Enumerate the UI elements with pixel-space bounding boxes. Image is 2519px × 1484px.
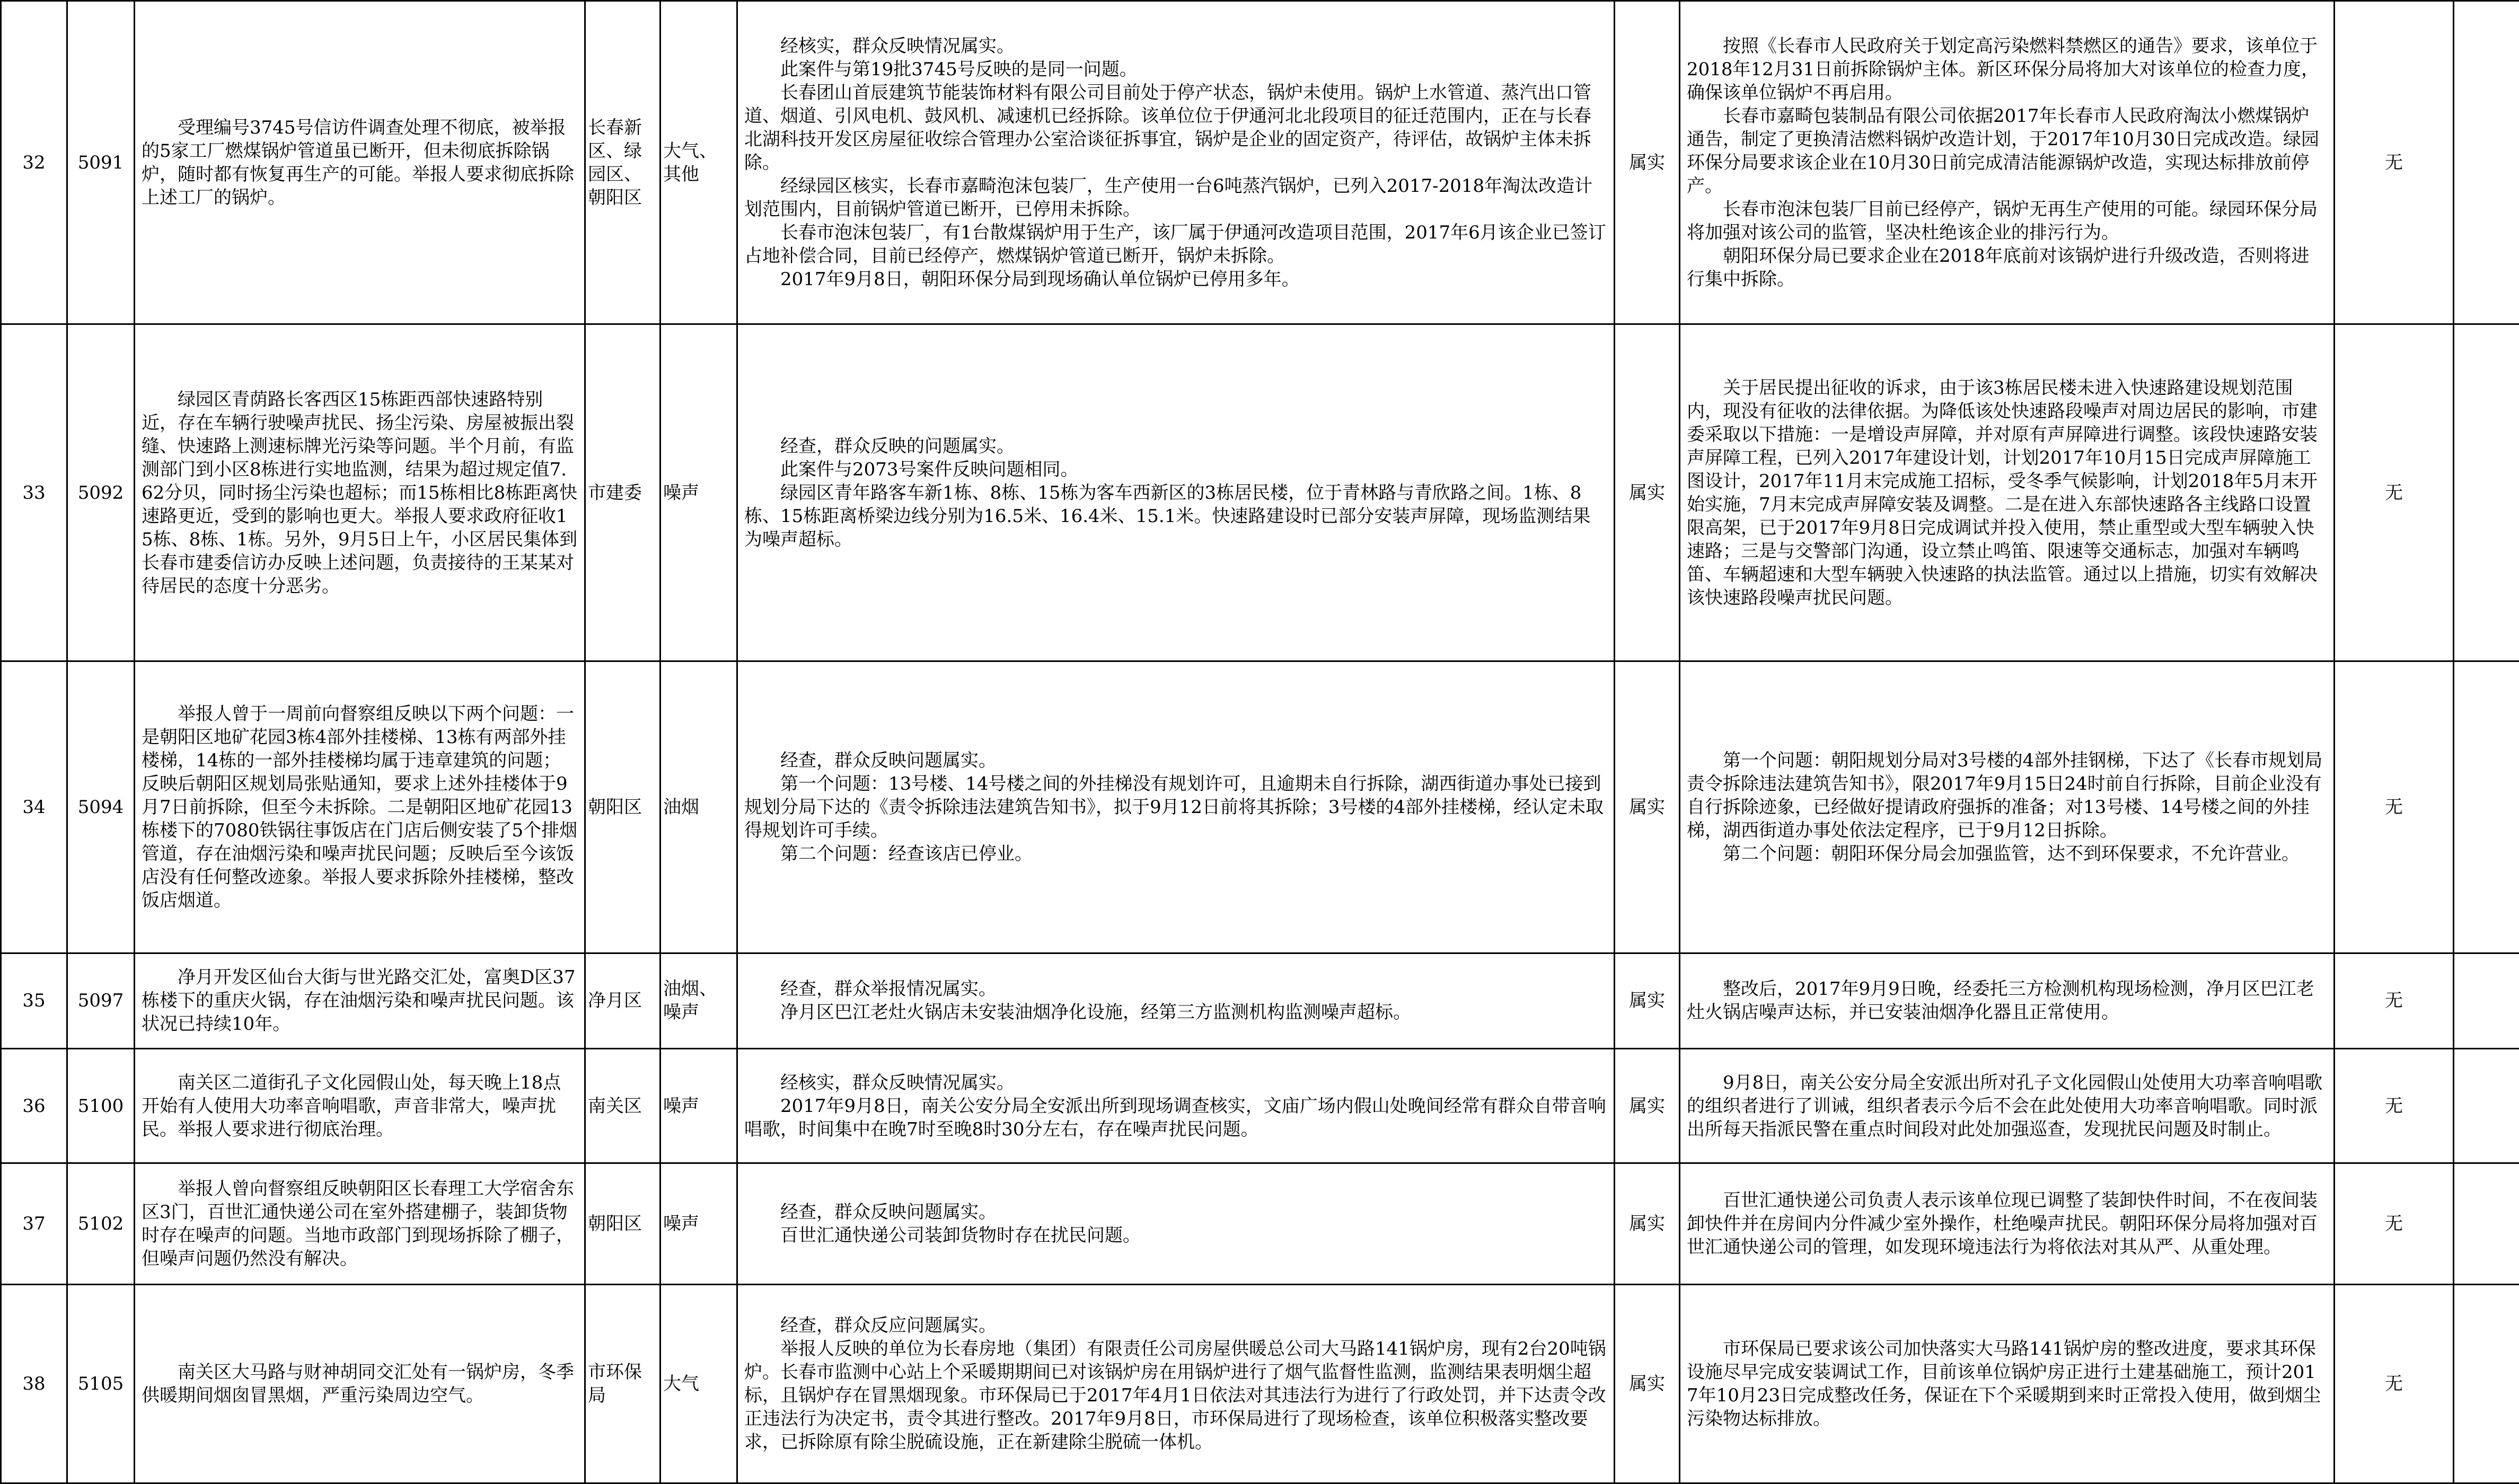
- district-cell: 长春新区、绿园区、朝阳区: [585, 1, 660, 324]
- findings-cell-paragraph: 第二个问题：经查该店已停业。: [780, 843, 1033, 865]
- blank-cell: [2454, 953, 2519, 1048]
- findings-cell-paragraph: 经查，群众反映问题属实。: [780, 750, 997, 772]
- table-row: [1, 1, 2519, 324]
- row-number-cell: 36: [1, 1049, 67, 1163]
- findings-cell-paragraph: 经查，群众反映的问题属实。: [780, 435, 1015, 457]
- table-row: [1, 1284, 2519, 1483]
- pollution-type-cell: 油烟、噪声: [660, 953, 737, 1048]
- case-code-cell: 5105: [67, 1284, 135, 1483]
- complaint-cell-paragraph: 南关区大马路与财神胡同交汇处有一锅炉房，冬季供暖期间烟囱冒黑烟，严重污染周边空气。: [142, 1361, 574, 1406]
- findings-cell: [737, 1049, 1615, 1163]
- table-row: [1, 1049, 2519, 1163]
- actions-cell: [1680, 1163, 2335, 1284]
- actions-cell-paragraph: 第二个问题：朝阳环保分局会加强监管，达不到环保要求，不允许营业。: [1723, 843, 2300, 865]
- verdict-cell: 属实: [1615, 953, 1680, 1048]
- accountability-cell: 无: [2335, 953, 2454, 1048]
- district-cell: 朝阳区: [585, 661, 660, 953]
- case-code-cell: 5092: [67, 324, 135, 661]
- district-cell: 市环保局: [585, 1284, 660, 1483]
- verdict-cell: 属实: [1615, 1049, 1680, 1163]
- table-row: [1, 953, 2519, 1048]
- pollution-type-cell: 噪声: [660, 324, 737, 661]
- findings-cell-paragraph: 长春市泡沫包装厂，有1台散煤锅炉用于生产，该厂属于伊通河改造项目范围，2017年6月该企业已签订占地补偿合同，目前已经停产，燃煤锅炉管道已断开，锅炉未拆除。: [744, 222, 1606, 267]
- findings-cell-paragraph: 此案件与2073号案件反映问题相同。: [780, 458, 1079, 480]
- actions-cell: [1680, 661, 2335, 953]
- actions-cell-paragraph: 百世汇通快递公司负责人表示该单位现已调整了装卸快件时间，不在夜间装卸快件并在房间内分件减少室外操作，杜绝噪声扰民。朝阳环保分局将加强对百世汇通快递公司的管理，如发现环境违法行为将依法对其从严、从重处理。: [1687, 1189, 2318, 1258]
- district-cell: 净月区: [585, 953, 660, 1048]
- complaint-cell: [135, 953, 585, 1048]
- row-number-cell: 32: [1, 1, 67, 324]
- actions-cell: [1680, 953, 2335, 1048]
- blank-cell: [2454, 661, 2519, 953]
- accountability-cell: 无: [2335, 661, 2454, 953]
- actions-cell-paragraph: 朝阳环保分局已要求企业在2018年底前对该锅炉进行升级改造，否则将进行集中拆除。: [1687, 245, 2310, 290]
- table-row: [1, 1163, 2519, 1284]
- findings-cell: [737, 324, 1615, 661]
- pollution-type-cell: 油烟: [660, 661, 737, 953]
- case-code-cell: 5102: [67, 1163, 135, 1284]
- actions-cell: [1680, 1284, 2335, 1483]
- findings-cell-paragraph: 经核实，群众反映情况属实。: [780, 35, 1015, 57]
- complaint-cell: [135, 324, 585, 661]
- findings-cell-paragraph: 2017年9月8日，朝阳环保分局到现场确认单位锅炉已停用多年。: [780, 268, 1300, 290]
- actions-cell-paragraph: 长春市嘉畸包装制品有限公司依据2017年长春市人民政府淘汰小燃煤锅炉通告，制定了更换清洁燃料锅炉改造计划，于2017年10月30日完成改造。绿园环保分局要求该企业在10月30日前完成清洁能源锅炉改造，实现达标排放前停产。: [1687, 105, 2320, 197]
- findings-cell-paragraph: 长春团山首辰建筑节能装饰材料有限公司目前处于停产状态，锅炉未使用。锅炉上水管道、蒸汽出口管道、烟道、引风电机、鼓风机、减速机已经拆除。该单位位于伊通河北北段项目的征迁范围内，正在与长春北湖科技开发区房屋征收综合管理办公室洽谈征拆事宜，锅炉是企业的固定资产，待评估，故锅炉主体未拆除。: [744, 82, 1591, 173]
- complaint-cell-paragraph: 净月开发区仙台大街与世光路交汇处，富奥D区37栋楼下的重庆火锅，存在油烟污染和噪声扰民问题。该状况已持续10年。: [142, 967, 576, 1035]
- row-number-cell: 35: [1, 953, 67, 1048]
- district-cell: 朝阳区: [585, 1163, 660, 1284]
- actions-cell: [1680, 1, 2335, 324]
- actions-cell-paragraph: 第一个问题：朝阳规划分局对3号楼的4部外挂钢梯，下达了《长春市规划局责令拆除违法建筑告知书》，限2017年9月15日24时前自行拆除，目前企业没有自行拆除迹象，已经做好提请政府强拆的准备；对13号楼、14号楼之间的外挂梯，湖西街道办事处依法定程序，已于9月12日拆除。: [1687, 750, 2323, 842]
- findings-cell-paragraph: 百世汇通快递公司装卸货物时存在扰民问题。: [780, 1224, 1141, 1246]
- table-row: [1, 661, 2519, 953]
- pollution-type-cell: 大气: [660, 1284, 737, 1483]
- actions-cell-paragraph: 按照《长春市人民政府关于划定高污染燃料禁燃区的通告》要求，该单位于2018年12月31日前拆除锅炉主体。新区环保分局将加大对该单位的检查力度，确保该单位锅炉不再启用。: [1687, 35, 2320, 103]
- blank-cell: [2454, 324, 2519, 661]
- pollution-type-cell: 大气、其他: [660, 1, 737, 324]
- blank-cell: [2454, 1049, 2519, 1163]
- verdict-cell: 属实: [1615, 1163, 1680, 1284]
- verdict-cell: 属实: [1615, 1, 1680, 324]
- accountability-cell: 无: [2335, 1284, 2454, 1483]
- district-cell: 南关区: [585, 1049, 660, 1163]
- actions-cell-paragraph: 关于居民提出征收的诉求，由于该3栋居民楼未进入快速路建设规划范围内，现没有征收的法律依据。为降低该处快速路段噪声对周边居民的影响，市建委采取以下措施：一是增设声屏障，并对原有声屏障进行调整。该段快速路安装声屏障工程，已列入2017年建设计划，计划2017年10月15日完成声屏障施工图设计，2017年11月末完成施工招标，受冬季气候影响，计划2018年5月末开始实施，7月末完成声屏障安装及调整。二是在进入东部快速路各主线路口设置限高架，已于2017年9月8日完成调试并投入使用，禁止重型或大型车辆驶入快速路；三是与交警部门沟通，设立禁止鸣笛、限速等交通标志，加强对车辆鸣笛、车辆超速和大型车辆驶入快速路的执法监管。通过以上措施，切实有效解决该快速路段噪声扰民问题。: [1687, 377, 2318, 608]
- case-code-cell: 5097: [67, 953, 135, 1048]
- actions-cell: [1680, 324, 2335, 661]
- findings-cell-paragraph: 经绿园区核实，长春市嘉畸泡沫包装厂，生产使用一台6吨蒸汽锅炉，已列入2017-2018年淘汰改造计划范围内，目前锅炉管道已断开，已停用未拆除。: [744, 175, 1593, 220]
- actions-cell: [1680, 1049, 2335, 1163]
- pollution-type-cell: 噪声: [660, 1049, 737, 1163]
- actions-cell-paragraph: 整改后，2017年9月9日晚，经委托三方检测机构现场检测，净月区巴江老灶火锅店噪声达标，并已安装油烟净化器且正常使用。: [1687, 978, 2314, 1023]
- complaint-cell-paragraph: 南关区二道街孔子文化园假山处，每天晚上18点开始有人使用大功率音响唱歌，声音非常大，噪声扰民。举报人要求进行彻底治理。: [142, 1072, 561, 1140]
- accountability-cell: 无: [2335, 1163, 2454, 1284]
- verdict-cell: 属实: [1615, 661, 1680, 953]
- actions-cell-paragraph: 市环保局已要求该公司加快落实大马路141锅炉房的整改进度，要求其环保设施尽早完成安装调试工作，目前该单位锅炉房正进行土建基础施工，预计2017年10月23日完成整改任务，保证在下个采暖期到来时正常投入使用，做到烟尘污染物达标排放。: [1687, 1338, 2321, 1429]
- findings-cell: [737, 661, 1615, 953]
- findings-cell-paragraph: 净月区巴江老灶火锅店未安装油烟净化设施，经第三方监测机构监测噪声超标。: [780, 1002, 1411, 1023]
- complaint-cell: [135, 1284, 585, 1483]
- findings-cell-paragraph: 绿园区青年路客车新1栋、8栋、15栋为客车西新区的3栋居民楼，位于青林路与青欣路之间。1栋、8栋、15栋距离桥梁边线分别为16.5米、16.4米、15.1米。快速路建设时已部分安装声屏障，现场监测结果为噪声超标。: [744, 482, 1591, 550]
- table-row: [1, 324, 2519, 661]
- findings-cell: [737, 1163, 1615, 1284]
- findings-cell: [737, 953, 1615, 1048]
- case-code-cell: 5094: [67, 661, 135, 953]
- blank-cell: [2454, 1163, 2519, 1284]
- findings-cell-paragraph: 经查，群众反映问题属实。: [780, 1201, 997, 1223]
- verdict-cell: 属实: [1615, 1284, 1680, 1483]
- actions-cell-paragraph: 长春市泡沫包装厂目前已经停产，锅炉无再生产使用的可能。绿园环保分局将加强对该公司的监管，坚决杜绝该企业的排污行为。: [1687, 198, 2318, 243]
- verdict-cell: 属实: [1615, 324, 1680, 661]
- row-number-cell: 38: [1, 1284, 67, 1483]
- row-number-cell: 37: [1, 1163, 67, 1284]
- findings-cell-paragraph: 经查，群众举报情况属实。: [780, 978, 997, 1000]
- district-cell: 市建委: [585, 324, 660, 661]
- complaint-cell: [135, 1049, 585, 1163]
- complaint-cell-paragraph: 受理编号3745号信访件调查处理不彻底，被举报的5家工厂燃煤锅炉管道虽已断开，但未彻底拆除锅炉，随时都有恢复再生产的可能。举报人要求彻底拆除上述工厂的锅炉。: [142, 117, 574, 208]
- findings-cell-paragraph: 第一个问题：13号楼、14号楼之间的外挂梯没有规划许可，且逾期未自行拆除，湖西街道办事处已接到规划分局下达的《责令拆除违法建筑告知书》，拟于9月12日前将其拆除；3号楼的4部外挂楼梯，经认定未取得规划许可手续。: [744, 773, 1604, 842]
- case-code-cell: 5091: [67, 1, 135, 324]
- accountability-cell: 无: [2335, 1049, 2454, 1163]
- accountability-cell: 无: [2335, 1, 2454, 324]
- pollution-type-cell: 噪声: [660, 1163, 737, 1284]
- row-number-cell: 33: [1, 324, 67, 661]
- row-number-cell: 34: [1, 661, 67, 953]
- blank-cell: [2454, 1, 2519, 324]
- complaint-cell: [135, 1163, 585, 1284]
- complaint-cell-paragraph: 举报人曾向督察组反映朝阳区长春理工大学宿舍东区3门，百世汇通快递公司在室外搭建棚子，装卸货物时存在噪声的问题。当地市政部门到现场拆除了棚子，但噪声问题仍然没有解决。: [142, 1178, 574, 1269]
- findings-cell-paragraph: 2017年9月8日，南关公安分局全安派出所到现场调查核实，文庙广场内假山处晚间经常有群众自带音响唱歌，时间集中在晚7时至晚8时30分左右，存在噪声扰民问题。: [744, 1095, 1606, 1140]
- findings-cell-paragraph: 举报人反映的单位为长春房地（集团）有限责任公司房屋供暖总公司大马路141锅炉房，现有2台20吨锅炉。长春市监测中心站上个采暖期期间已对该锅炉房在用锅炉进行了烟气监督性监测，监测结果表明烟尘超标，且锅炉存在冒黑烟现象。市环保局已于2017年4月1日依法对其违法行为进行了行政处罚，并下达责令改正违法行为决定书，责令其进行整改。2017年9月8日，市环保局进行了现场检查，该单位积极落实整改要求，已拆除原有除尘脱硫设施，正在新建除尘脱硫一体机。: [744, 1338, 1606, 1453]
- actions-cell-paragraph: 9月8日，南关公安分局全安派出所对孔子文化园假山处使用大功率音响唱歌的组织者进行了训诫，组织者表示今后不会在此处使用大功率音响唱歌。同时派出所每天指派民警在重点时间段对此处加强巡查，发现扰民问题及时制止。: [1687, 1072, 2323, 1140]
- complaint-cell: [135, 1, 585, 324]
- blank-cell: [2454, 1284, 2519, 1483]
- findings-cell: [737, 1, 1615, 324]
- complaint-cell-paragraph: 举报人曾于一周前向督察组反映以下两个问题：一是朝阳区地矿花园3栋4部外挂楼梯、13栋有两部外挂楼梯，14栋的一部外挂楼梯均属于违章建筑的问题；反映后朝阳区规划局张贴通知，要求上述外挂楼体于9月7日前拆除，但至今未拆除。二是朝阳区地矿花园13栋楼下的7080铁锅往事饭店在门店后侧安装了5个排烟管道，存在油烟污染和噪声扰民问题；反映后至今该饭店没有任何整改迹象。举报人要求拆除外挂楼梯，整改饭店烟道。: [142, 703, 578, 912]
- findings-cell: [737, 1284, 1615, 1483]
- complaint-cell-paragraph: 绿园区青荫路长客西区15栋距西部快速路特别近，存在车辆行驶噪声扰民、扬尘污染、房屋被振出裂缝、快速路上测速标牌光污染等问题。半个月前，有监测部门到小区8栋进行实地监测，结果为超过规定值7.62分贝，同时扬尘污染也超标；而15栋相比8栋距离快速路更近，受到的影响也更大。举报人要求政府征收15栋、8栋、1栋。另外，9月5日上午，小区居民集体到长春市建委信访办反映上述问题，负责接待的王某某对待居民的态度十分恶劣。: [142, 388, 578, 597]
- complaint-cell: [135, 661, 585, 953]
- findings-cell-paragraph: 经核实，群众反映情况属实。: [780, 1072, 1015, 1093]
- findings-cell-paragraph: 经查，群众反应问题属实。: [780, 1314, 997, 1336]
- accountability-cell: 无: [2335, 324, 2454, 661]
- findings-cell-paragraph: 此案件与第19批3745号反映的是同一问题。: [780, 58, 1138, 80]
- case-code-cell: 5100: [67, 1049, 135, 1163]
